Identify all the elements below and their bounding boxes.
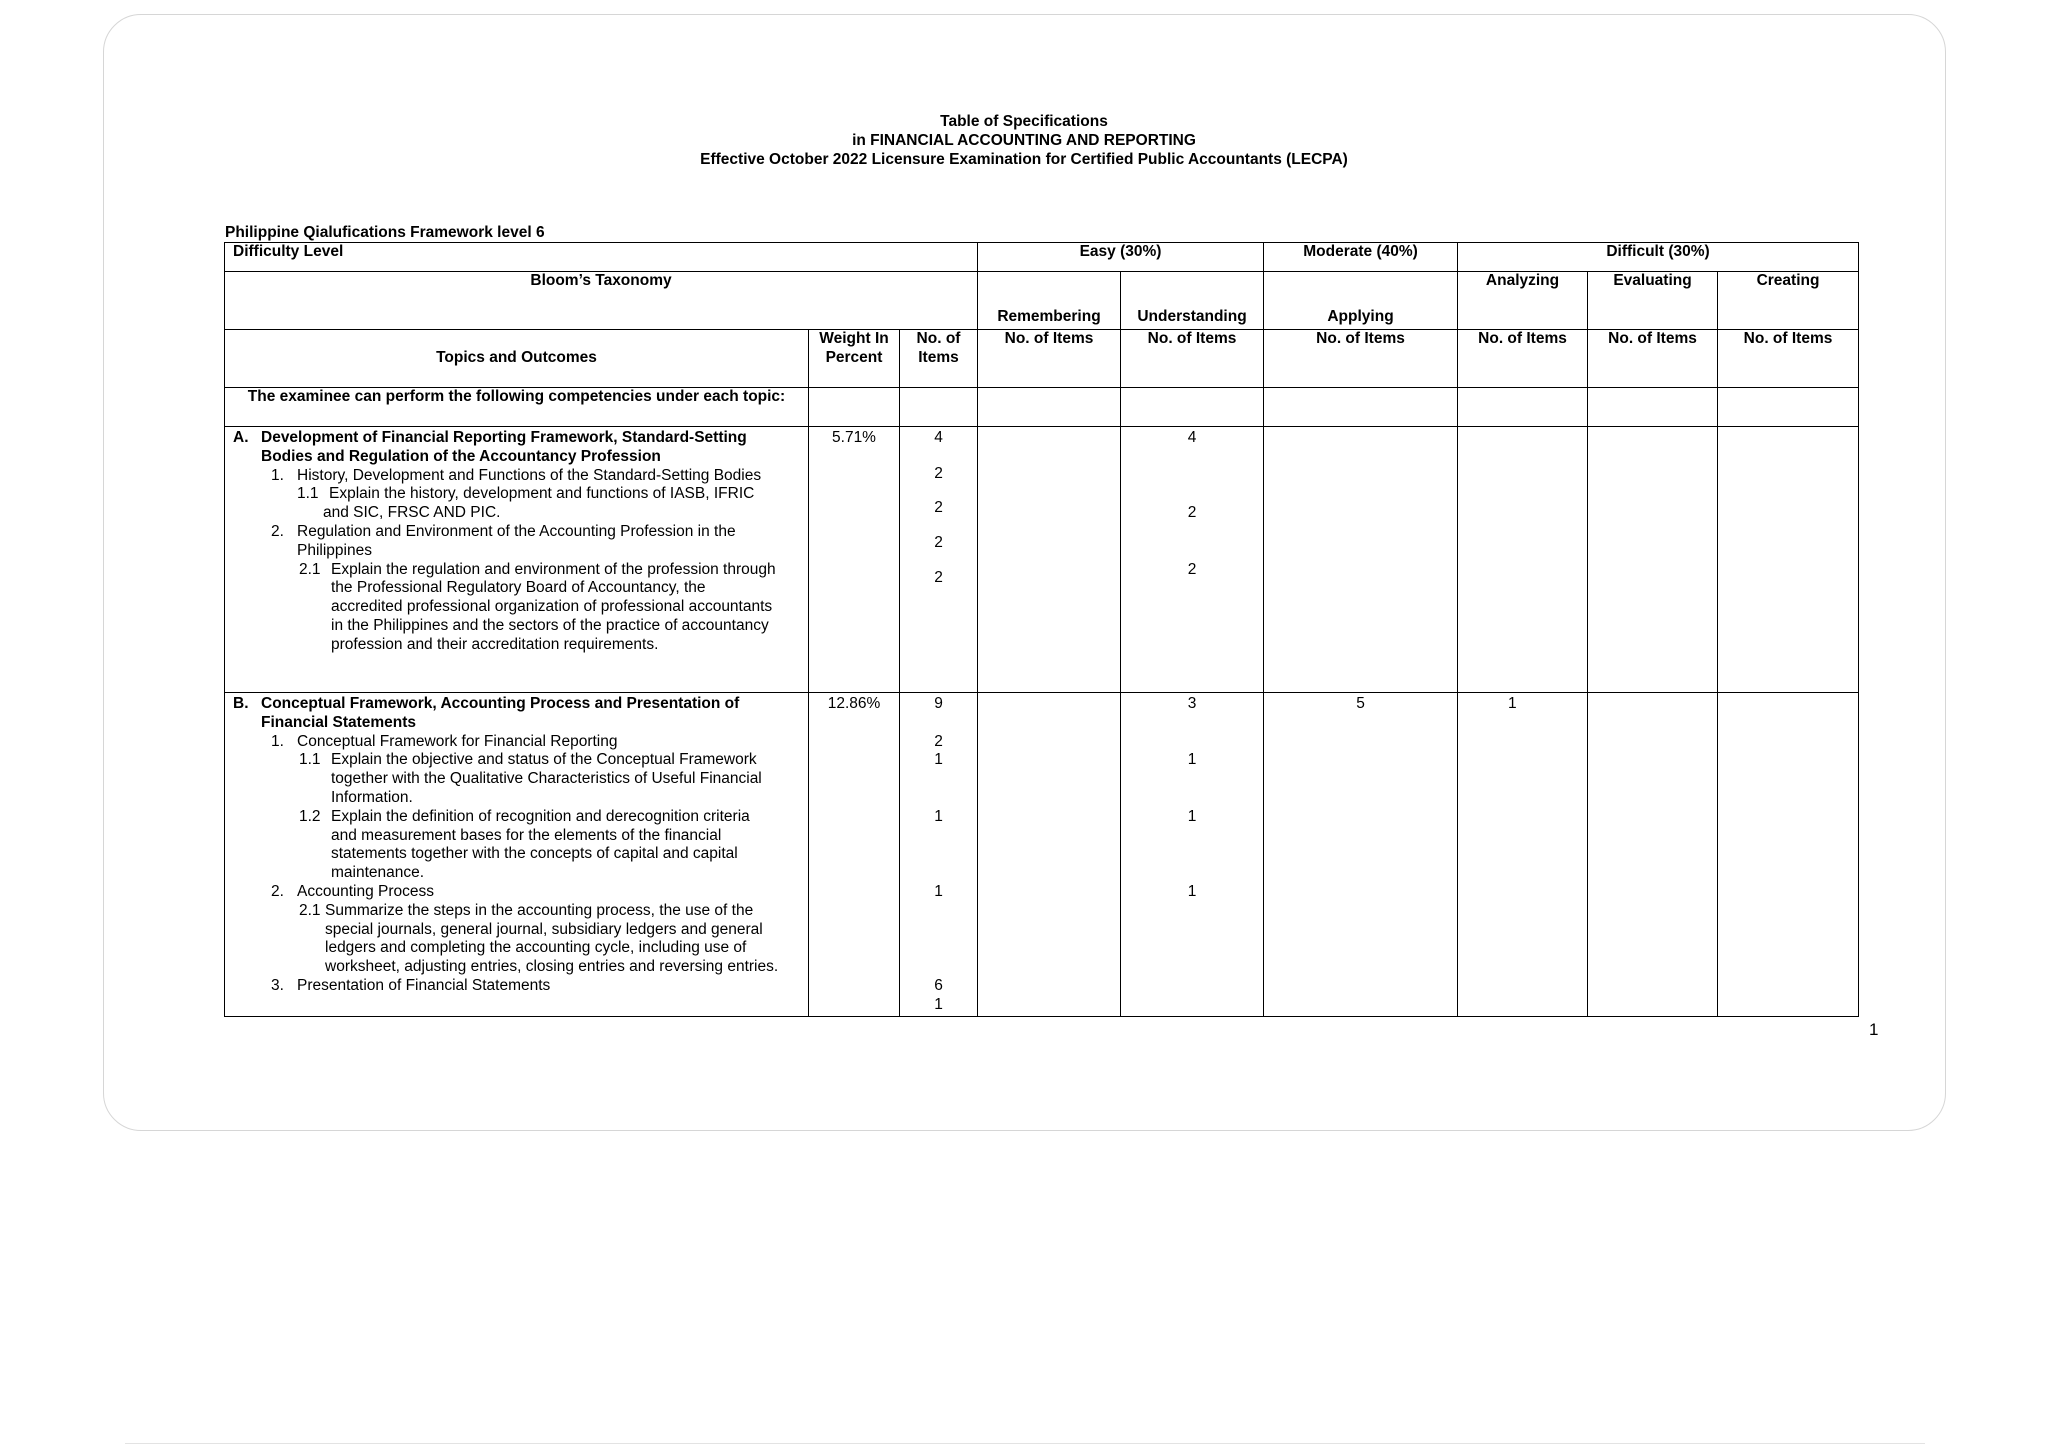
evaluating-header: Evaluating: [1588, 272, 1718, 330]
understanding-count: 1: [1187, 882, 1197, 900]
empty-cell: [900, 388, 978, 427]
item-count: 4: [934, 429, 943, 446]
section-b-item-2: 2. Accounting Process: [271, 882, 434, 900]
blooms-row: [225, 272, 1859, 330]
blooms-taxonomy-label: Bloom’s Taxonomy: [225, 272, 978, 330]
moderate-header: Moderate (40%): [1264, 243, 1458, 272]
topics-outcomes-header: Topics and Outcomes: [225, 330, 809, 388]
section-b-creating: [1718, 693, 1859, 1017]
empty-cell: [1458, 388, 1588, 427]
section-b-evaluating: [1588, 693, 1718, 1017]
framework-label: Philippine Qialufications Framework level 6: [225, 224, 545, 241]
remembering-header: Remembering: [978, 272, 1121, 330]
item-count: 1: [934, 882, 943, 900]
remembering-items-header: No. of Items: [978, 330, 1121, 388]
empty-cell: [1588, 388, 1718, 427]
analyzing-items-header: No. of Items: [1458, 330, 1588, 388]
section-b-weight: 12.86%: [809, 693, 900, 1017]
understanding-count: 2: [1187, 503, 1197, 521]
title-line: in FINANCIAL ACCOUNTING AND REPORTING: [852, 132, 1196, 149]
section-a-analyzing: [1458, 427, 1588, 693]
section-a-items: [900, 427, 978, 693]
section-a-item-1-1: 1.1 Explain the history, development and functions of IASB, IFRIC: [297, 485, 755, 503]
intro-text: The examinee can perform the following competencies under each topic:: [225, 388, 809, 427]
item-count: 2: [934, 464, 943, 482]
section-b-item-1: 1. Conceptual Framework for Financial Reporting: [271, 732, 618, 750]
empty-cell: [1264, 388, 1458, 427]
section-b-item-3: 3. Presentation of Financial Statements: [271, 976, 551, 994]
applying-header: Applying: [1264, 272, 1458, 330]
understanding-count: 1: [1187, 807, 1197, 825]
title-line: Effective October 2022 Licensure Examination for Certified Public Accountants (LECPA): [700, 151, 1348, 168]
item-count: 2: [934, 534, 943, 552]
document-title: [0, 112, 2048, 169]
section-a-applying: [1264, 427, 1458, 693]
section-a-topics: A. Development of Financial Reporting Framework, Standard-Setting Bodies and Regulation of the Accountancy Profession 1. History, Development and Functions of the Standard-Setting Bodies 1.1 Explain the history, development and functions of IASB, IFRIC and SIC, FRSC AND PIC. 2. Regulation and Environment of the Accounting Profession in the Philippines 2.1 Explain the regulation and environment of the profession through the Professional Regulatory Board of Accountancy, the accredited professional organization of professional accountants in the Philippines and the sectors of the practice of accountancy profession and their accreditation requirements.: [225, 427, 809, 693]
empty-cell: [1718, 388, 1859, 427]
section-b-row: [225, 693, 1859, 1017]
item-count: 9: [934, 695, 943, 712]
section-a-creating: [1718, 427, 1859, 693]
easy-header: Easy (30%): [978, 243, 1264, 272]
section-b-analyzing: 1: [1458, 693, 1588, 1017]
intro-row: [225, 388, 1859, 427]
section-b-understanding: [1121, 693, 1264, 1017]
section-b-item-1-1: 1.1 Explain the objective and status of the Conceptual Framework: [299, 751, 757, 769]
section-a-understanding: [1121, 427, 1264, 693]
understanding-count: 2: [1187, 560, 1197, 578]
section-a-title: A. Development of Financial Reporting Framework, Standard-Setting: [233, 429, 747, 446]
empty-cell: [978, 388, 1121, 427]
analyzing-header: Analyzing: [1458, 272, 1588, 330]
section-b-topics: B. Conceptual Framework, Accounting Process and Presentation of Financial Statements 1. Conceptual Framework for Financial Reporting 1.1 Explain the objective and status of the Conceptual Framework together with the Qualitative Characteristics of Useful Financial Information. 1.2 Explain the definition of recognition and derecognition criteria and measurement bases for the elements of the financial statements together with the concepts of capital and capital maintenance. 2. Accounting Process 2.1 Summarize the steps in the accounting process, the use of the special journals, general journal, subsidiary ledgers and general ledgers and completing the accounting cycle, including use of worksheet, adjusting entries, closing entries and reversing entries. 3. Presentation of Financial Statements: [225, 693, 809, 1017]
section-b-items: [900, 693, 978, 1017]
creating-items-header: No. of Items: [1718, 330, 1859, 388]
item-count: 1: [934, 995, 943, 1013]
items-header: No. of Items: [900, 330, 978, 388]
understanding-count: 4: [1187, 429, 1197, 446]
section-a-remembering: [978, 427, 1121, 693]
weight-header: Weight In Percent: [809, 330, 900, 388]
difficulty-level-label: Difficulty Level: [225, 243, 978, 272]
creating-header: Creating: [1718, 272, 1859, 330]
empty-cell: [1121, 388, 1264, 427]
section-a-item-2-1: 2.1 Explain the regulation and environment of the profession through: [299, 560, 776, 578]
item-count: 2: [934, 499, 943, 517]
section-a-weight: 5.71%: [809, 427, 900, 693]
specifications-table: [224, 242, 1859, 1017]
column-header-row: [225, 330, 1859, 388]
difficult-header: Difficult (30%): [1458, 243, 1859, 272]
section-b-item-2-1: 2.1 Summarize the steps in the accounting process, the use of the: [299, 901, 754, 919]
page-number: 1: [1869, 1020, 1879, 1039]
item-count: 6: [934, 976, 943, 994]
understanding-count: 3: [1187, 695, 1197, 712]
understanding-header: Understanding: [1121, 272, 1264, 330]
item-count: 2: [934, 732, 943, 750]
title-line: Table of Specifications: [940, 113, 1108, 130]
section-a-row: [225, 427, 1859, 693]
item-count: 1: [934, 751, 943, 769]
item-count: 1: [934, 807, 943, 825]
difficulty-row: [225, 243, 1859, 272]
section-b-title: B. Conceptual Framework, Accounting Process and Presentation of: [233, 695, 740, 712]
section-a-evaluating: [1588, 427, 1718, 693]
understanding-items-header: No. of Items: [1121, 330, 1264, 388]
section-b-item-1-2: 1.2 Explain the definition of recognition and derecognition criteria: [299, 807, 750, 825]
empty-cell: [809, 388, 900, 427]
page-divider: [125, 1443, 1925, 1444]
understanding-count: 1: [1187, 751, 1197, 769]
section-b-remembering: [978, 693, 1121, 1017]
evaluating-items-header: No. of Items: [1588, 330, 1718, 388]
section-b-applying: 5: [1264, 693, 1458, 1017]
section-a-item-1: 1. History, Development and Functions of the Standard-Setting Bodies: [271, 466, 762, 484]
applying-items-header: No. of Items: [1264, 330, 1458, 388]
item-count: 2: [934, 568, 943, 586]
section-a-item-2: 2. Regulation and Environment of the Accounting Profession in the: [271, 522, 736, 540]
